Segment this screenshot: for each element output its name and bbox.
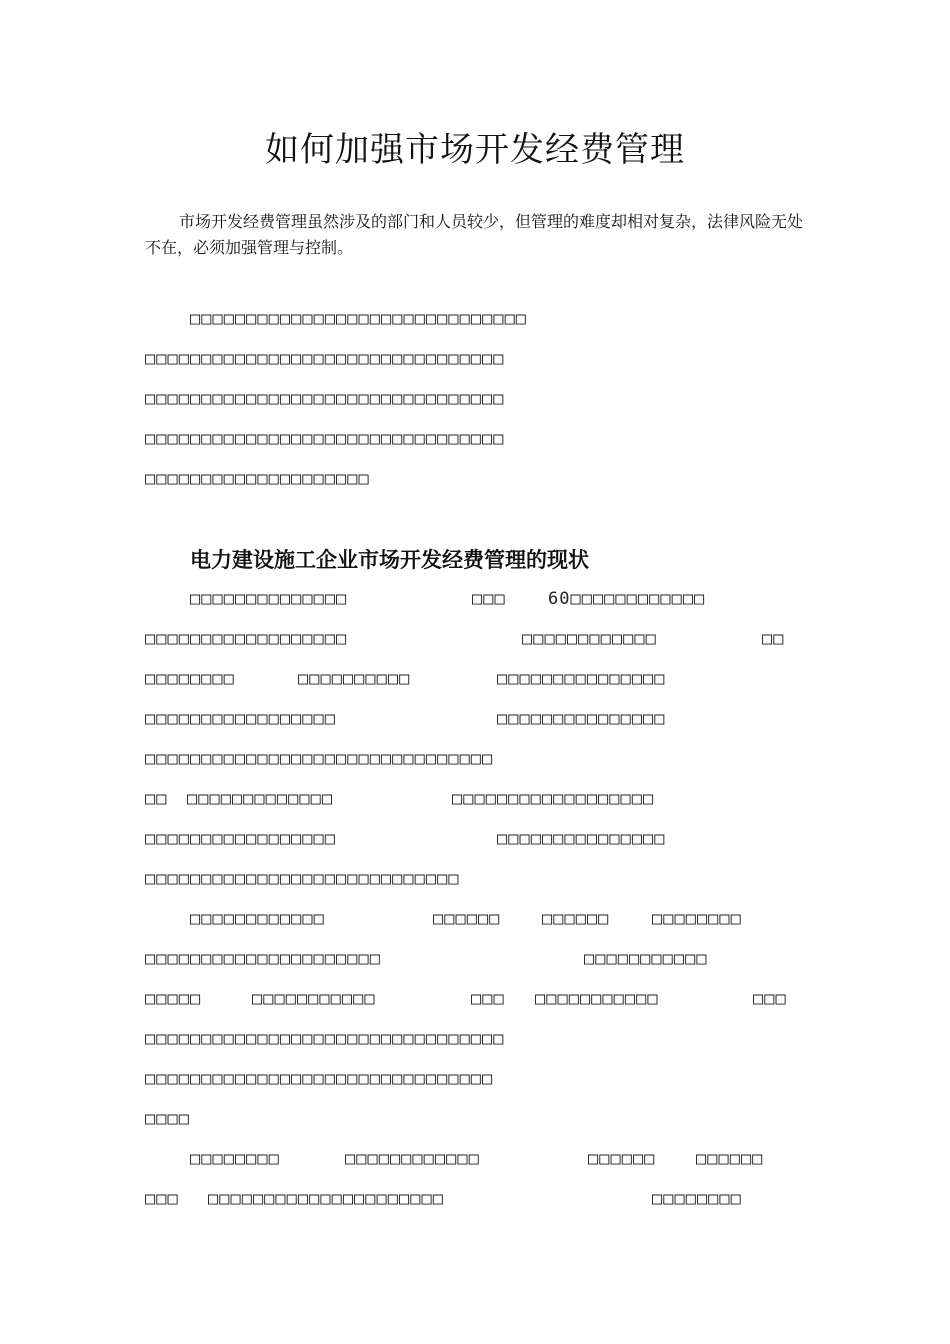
garbled-line: □□□□□□□□□□□□□□□□□□□□ xyxy=(145,469,370,489)
garbled-segment: □□□□□□□□□□□□ xyxy=(345,1149,480,1169)
garbled-segment: □□□□ xyxy=(145,1109,190,1129)
garbled-segment: □□□□□□□□□□□□□□□□□□ xyxy=(145,629,348,649)
garbled-line: □□□□□□□□□□□□□□□□□□□□□□□□□□□□□□□□ xyxy=(145,429,505,449)
garbled-segment: □□□□□ xyxy=(145,989,202,1009)
garbled-segment: □□□□□□□□□□□ xyxy=(584,949,708,969)
garbled-segment: □□□□□□□□□□□□□□□□□□□□□ xyxy=(145,949,381,969)
garbled-segment: □□□□□□□□□□□□□□□□□□□□□□□□□□□□ xyxy=(145,869,460,889)
intro-paragraph: 市场开发经费管理虽然涉及的部门和人员较少，但管理的难度却相对复杂，法律风险无处不在，必须加强管理与控制。 xyxy=(145,212,804,257)
garbled-segment: □□□□□□□□□□□□□□□ xyxy=(497,669,666,689)
garbled-line: □□□□□□□□□□□□□□□□□□□□□□□□□□□□□□□□ xyxy=(145,349,505,369)
garbled-line: □□□□□□□□□□□□□□□□□□□□□□□□□□□□□□□□ xyxy=(145,389,505,409)
garbled-segment: □□□□□□□□□□□ xyxy=(535,989,659,1009)
page-title: 如何加强市场开发经费管理 xyxy=(265,130,685,170)
garbled-segment: □□□□□□□□□□□□□ xyxy=(187,789,334,809)
garbled-segment: □□□ xyxy=(145,1189,179,1209)
garbled-segment: □□ xyxy=(145,789,168,809)
garbled-segment: □□□□□□□□ xyxy=(145,669,235,689)
garbled-segment: □□ xyxy=(762,629,785,649)
section-heading: 电力建设施工企业市场开发经费管理的现状 xyxy=(190,548,589,572)
garbled-segment: □□□□□□□□□□□□□□□□□□ xyxy=(452,789,655,809)
garbled-segment: □□□□□□□□ xyxy=(652,1189,742,1209)
garbled-segment: □□□□□□□□□□□□□□□□□ xyxy=(145,709,336,729)
garbled-segment: □□□□□□□□□□□□□□□□□□□□□ xyxy=(208,1189,444,1209)
garbled-segment: 60□□□□□□□□□□□□ xyxy=(548,589,706,609)
garbled-segment: □□□□□□ xyxy=(696,1149,764,1169)
garbled-segment: □□□□□□ xyxy=(588,1149,656,1169)
garbled-segment: □□□□□□□□ xyxy=(652,909,742,929)
garbled-segment: □□□□□□□□□□ xyxy=(298,669,411,689)
garbled-segment: □□□□□□□□□□□ xyxy=(252,989,376,1009)
garbled-segment: □□□□□□□□□□□□□□□□□ xyxy=(145,829,336,849)
garbled-segment: □□□□□□ xyxy=(433,909,501,929)
garbled-segment: □□□ xyxy=(472,589,506,609)
garbled-segment: □□□□□□□□□□□□ xyxy=(190,909,325,929)
garbled-segment: □□□□□□□□□□□□□□□□□□□□□□□□□□□□□□□ xyxy=(145,1069,494,1089)
garbled-segment: □□□□□□ xyxy=(542,909,610,929)
garbled-segment: □□□□□□□□□□□□□□□□□□□□□□□□□□□□□□□ xyxy=(145,749,494,769)
garbled-segment: □□□ xyxy=(471,989,505,1009)
garbled-segment: □□□□□□□□□□□□□□□ xyxy=(497,709,666,729)
garbled-segment: □□□□□□□□□□□□□□□□□□□□□□□□□□□□□□□□ xyxy=(145,1029,505,1049)
garbled-segment: □□□□□□□□□□□□ xyxy=(522,629,657,649)
garbled-segment: □□□□□□□□ xyxy=(190,1149,280,1169)
garbled-segment: □□□ xyxy=(753,989,787,1009)
garbled-segment: □□□□□□□□□□□□□□ xyxy=(190,589,348,609)
garbled-segment: □□□□□□□□□□□□□□□ xyxy=(497,829,666,849)
garbled-line: □□□□□□□□□□□□□□□□□□□□□□□□□□□□□□ xyxy=(190,309,528,329)
